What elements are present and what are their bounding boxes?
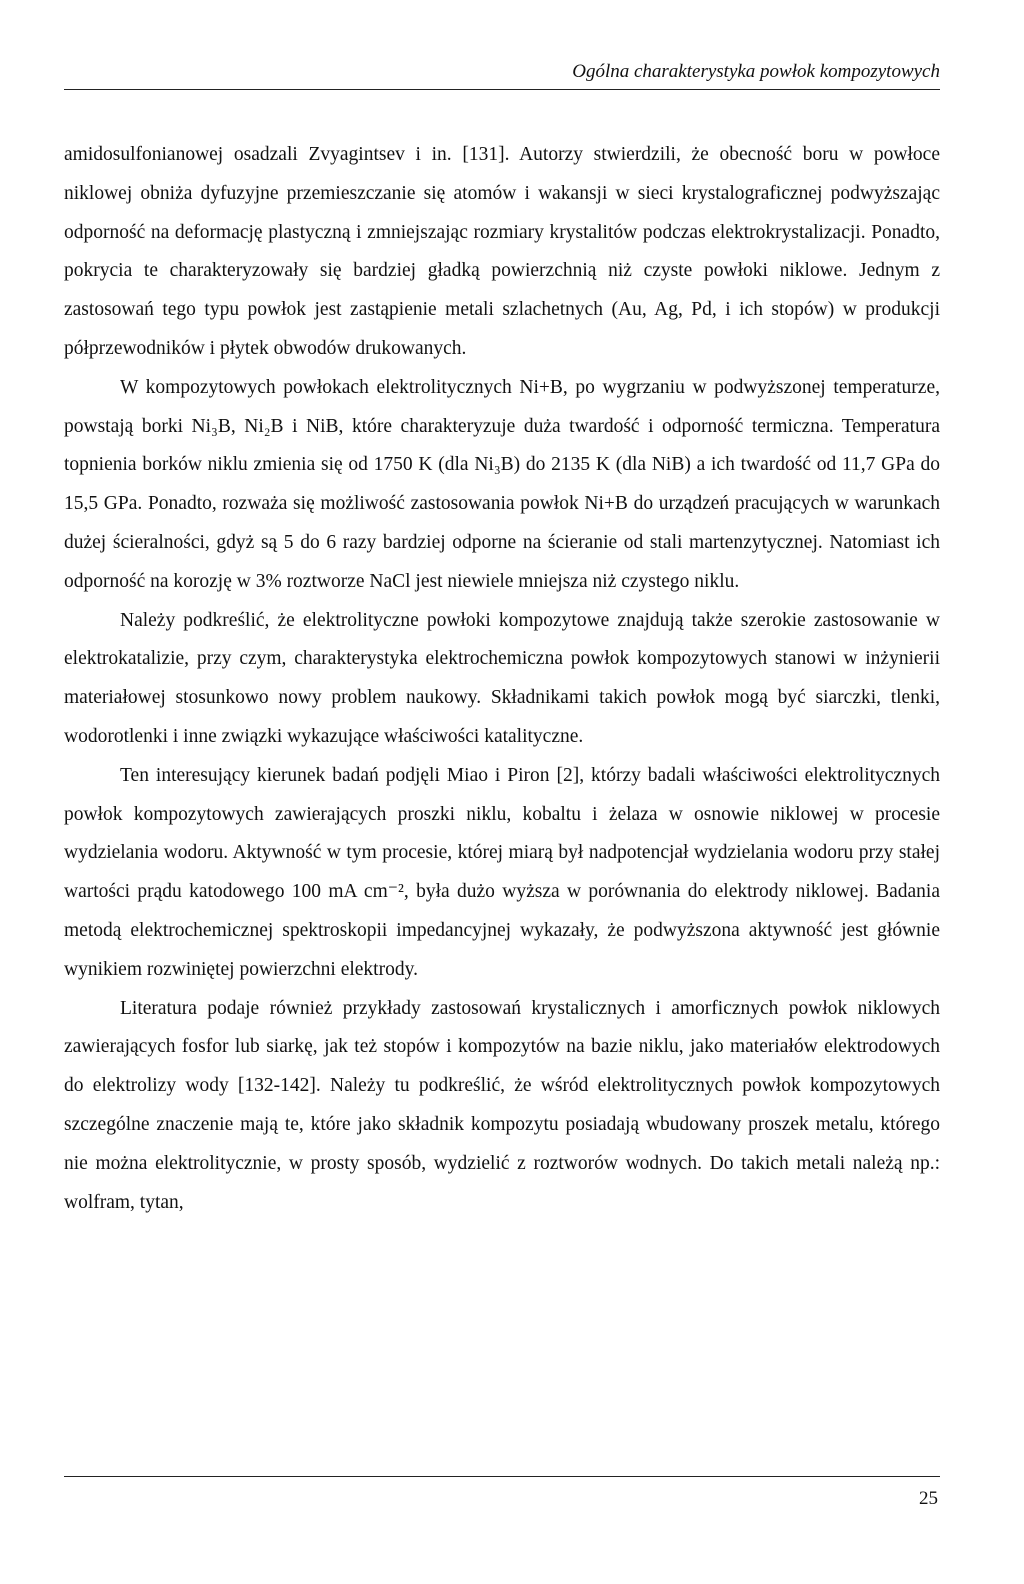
running-header: Ogólna charakterystyka powłok kompozytowych <box>572 61 940 82</box>
paragraph-nickel-boron-coatings: W kompozytowych powłokach elektrolitycznych Ni+B, po wygrzaniu w podwyższonej temperaturze, powstają borki Ni₃B, Ni₂B i NiB, które charakteryzuje duża twardość i odporność termiczna. Temperatura topnienia borków niklu zmienia się od 1750 K (dla Ni₃B) do 2135 K (dla NiB) a ich twardość od 11,7 GPa do 15,5 GPa. Ponadto, rozważa się możliwość zastosowania powłok Ni+B do urządzeń pracujących w warunkach dużej ścieralności, gdyż są 5 do 6 razy bardziej odporne na ścieranie od stali martenzytycznej. Natomiast ich odporność na korozję w 3% roztworze NaCl jest niewiele mniejsza niż czystego niklu. <box>64 376 940 592</box>
footer-divider <box>64 1476 940 1477</box>
paragraph-miao-piron-research: Ten interesujący kierunek badań podjęli Miao i Piron [2], którzy badali właściwości elektrolitycznych powłok kompozytowych zawierających proszki niklu, kobaltu i żelaza w osnowie niklowej w procesie wydzielania wodoru. Aktywność w tym procesie, której miarą był nadpotencjał wydzielania wodoru przy stałej wartości prądu katodowego 100 mA cm⁻², była dużo wyższa w porównania do elektrody niklowej. Badania metodą elektrochemicznej spektroskopii impedancyjnej wykazały, że podwyższona aktywność jest głównie wynikiem rozwiniętej powierzchni elektrody. <box>64 764 940 980</box>
header-divider <box>64 89 940 90</box>
paragraph-electrocatalysis: Należy podkreślić, że elektrolityczne powłoki kompozytowe znajdują także szerokie zastosowanie w elektrokatalizie, przy czym, charakterystyka elektrochemiczna powłok kompozytowych stanowi w inżynierii materiałowej stosunkowo nowy problem naukowy. Składnikami takich powłok mogą być siarczki, tlenki, wodorotlenki i inne związki wykazujące właściwości katalityczne. <box>64 609 940 747</box>
paragraph-continuation: amidosulfonianowej osadzali Zvyagintsev i in. [131]. Autorzy stwierdzili, że obecność boru w powłoce niklowej obniża dyfuzyjne przemieszczanie się atomów i wakansji w sieci krystalograficznej podwyższając odporność na deformację plastyczną i zmniejszając rozmiary krystalitów podczas elektrokrystalizacji. Ponadto, pokrycia te charakteryzowały się bardziej gładką powierzchnią niż czyste powłoki niklowe. Jednym z zastosowań tego typu powłok jest zastąpienie metali szlachetnych (Au, Ag, Pd, i ich stopów) w produkcji półprzewodników i płytek obwodów drukowanych. <box>64 144 940 359</box>
body-text <box>64 136 940 1222</box>
paragraph-literature-examples: Literatura podaje również przykłady zastosowań krystalicznych i amorficznych powłok niklowych zawierających fosfor lub siarkę, jak też stopów i kompozytów na bazie niklu, jako materiałów elektrodowych do elektrolizy wody [132-142]. Należy tu podkreślić, że wśród elektrolitycznych powłok kompozytowych szczególne znaczenie mają te, które jako składnik kompozytu posiadają wbudowany proszek metalu, którego nie można elektrolitycznie, w prosty sposób, wydzielić z roztworów wodnych. Do takich metali należą np.: wolfram, tytan, <box>64 997 940 1213</box>
page-number: 25 <box>919 1488 938 1509</box>
